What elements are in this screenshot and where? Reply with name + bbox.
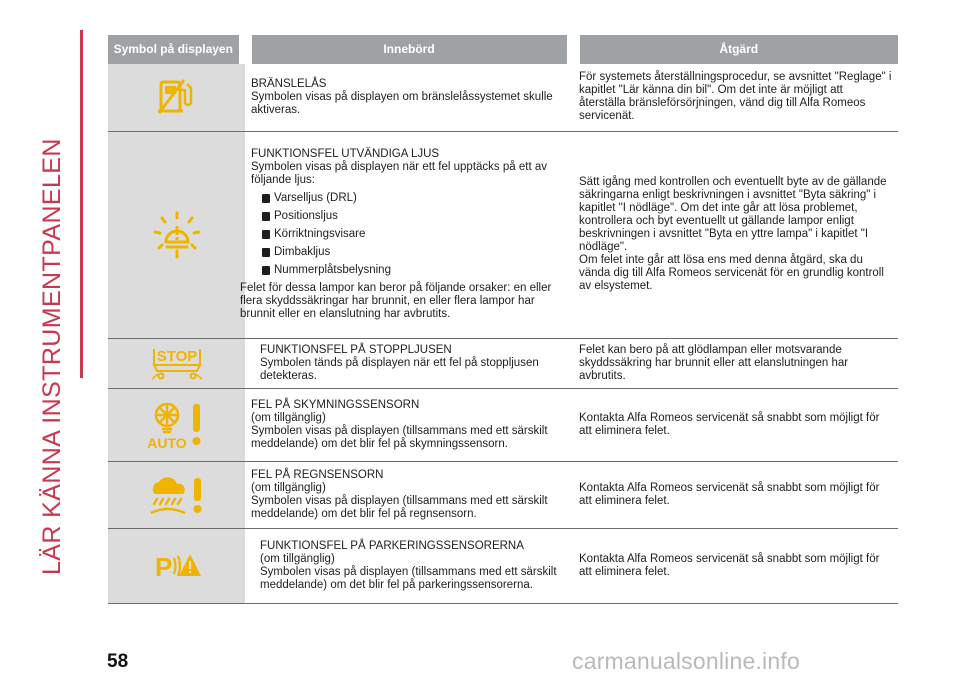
list-item [251, 210, 567, 223]
meaning-text: (om tillgänglig) Symbolen visas på displayen (tillsammans med ett särskilt meddelande) om det blir fel på regnsensorn. [251, 481, 548, 520]
action-cell: Kontakta Alfa Romeos servicenät så snabbt som möjligt för att eliminera felet. [573, 461, 898, 528]
symbol-cell [108, 461, 245, 528]
symbol-cell [108, 388, 245, 461]
checkbox-bullet-icon [262, 266, 270, 275]
list-item-label: Dimbakljus [274, 246, 331, 258]
list-item [251, 228, 567, 241]
table-row [108, 461, 898, 528]
parking-sensor-failure-icon [152, 550, 202, 582]
meaning-cell [245, 388, 573, 461]
symbol-cell [108, 64, 245, 131]
watermark: carmanualsonline.info [572, 648, 800, 674]
list-item-label: Körriktningsvisare [274, 228, 366, 240]
list-item [251, 246, 567, 259]
stop-light-failure-icon [150, 346, 204, 380]
action-cell: Kontakta Alfa Romeos servicenät så snabbt som möjligt för att eliminera felet. [573, 528, 898, 603]
warning-lights-table [108, 35, 898, 604]
meaning-cell [245, 338, 573, 388]
list-item [251, 264, 567, 277]
table-header-row [108, 35, 898, 64]
table-row [108, 338, 898, 388]
meaning-footer: Felet för dessa lampor kan beror på följande orsaker: en eller flera skyddssäkringar har brunnit, en eller flera lampor har brunnit eller en elanslutning har avbrutits. [240, 282, 552, 320]
external-light-failure-icon [152, 210, 202, 260]
chapter-accent-bar [80, 30, 83, 378]
meaning-title: FUNKTIONSFEL PÅ STOPPLJUSEN [260, 343, 452, 356]
list-item-label: Positionsljus [274, 210, 338, 222]
meaning-text: (om tillgänglig) Symbolen visas på displayen (tillsammans med ett särskilt meddelande) om det blir fel på parkeringssensorerna. [260, 552, 557, 591]
meaning-title: FUNKTIONSFEL UTVÄNDIGA LJUS [251, 148, 440, 160]
meaning-title: FEL PÅ REGNSENSORN [251, 468, 384, 481]
action-cell: Kontakta Alfa Romeos servicenät så snabbt som möjligt för att eliminera felet. [573, 388, 898, 461]
rain-sensor-failure-icon [147, 475, 207, 515]
meaning-cell [245, 64, 573, 131]
symbol-cell [108, 338, 245, 388]
meaning-text: Symbolen visas på displayen om bränslelåssystemet skulle aktiveras. [251, 90, 553, 116]
fuel-cutoff-icon [155, 77, 199, 117]
symbol-cell [108, 131, 245, 338]
table-row [108, 528, 898, 603]
symbol-cell [108, 528, 245, 603]
action-cell: Sätt igång med kontrollen och eventuellt byte av de gällande säkringarna enligt beskrivningen i avsnittet "Byta säkring" i kapitlet "I nödläge". Om det inte går att lösa problemet, kontrollera och byt eventuellt ut gällande lampor enligt beskrivningen i avsnittet "Byta en yttre lampa" i kapitlet "I nödläge". Om felet inte går att lösa ens med denna åtgärd, ska du vända dig till Alfa Romeos servicenät för en grundlig kontroll av elsystemet. [573, 131, 898, 338]
meaning-text: (om tillgänglig) Symbolen visas på displayen (tillsammans med ett särskilt meddelande) om det blir fel på skymningssensorn. [251, 411, 548, 450]
page-number: 58 [107, 651, 129, 672]
meaning-cell [245, 528, 573, 603]
meaning-title: BRÄNSLELÅS [251, 77, 327, 90]
action-cell: För systemets återställningsprocedur, se avsnittet "Reglage" i kapitlet "Lär känna din bil". Om det inte är möjligt att återställa bränsleförsörjningen, vänd dig till Alfa Romeos servicenät. [573, 64, 898, 131]
meaning-cell [240, 131, 573, 338]
meaning-title: FEL PÅ SKYMNINGSSENSORN [251, 398, 420, 411]
parking-icon-text: P [154, 551, 172, 582]
checkbox-bullet-icon [262, 230, 270, 239]
meaning-title: FUNKTIONSFEL PÅ PARKERINGSSENSORERNA [260, 539, 524, 552]
list-item-label: Varselljus (DRL) [274, 192, 357, 204]
chapter-title: LÄR KÄNNA INSTRUMENTPANELEN [38, 138, 66, 575]
table-row [108, 131, 898, 338]
table-row [108, 388, 898, 461]
header-symbol: Symbol på displayen [108, 35, 245, 64]
dusk-sensor-failure-icon [147, 398, 207, 452]
meaning-cell [245, 461, 573, 528]
header-meaning: Innebörd [245, 35, 573, 64]
auto-icon-text: AUTO [146, 434, 187, 451]
table-row [108, 64, 898, 131]
meaning-text: Symbolen tänds på displayen när ett fel på stoppljusen detekteras. [260, 356, 539, 382]
checkbox-bullet-icon [262, 194, 270, 203]
header-action: Åtgärd [573, 35, 898, 64]
checkbox-bullet-icon [262, 248, 270, 257]
action-cell: Felet kan bero på att glödlampan eller motsvarande skyddssäkring har brunnit eller att elanslutningen har avbrutits. [573, 338, 898, 388]
stop-icon-text: STOP [156, 348, 197, 365]
list-item-label: Nummerplåtsbelysning [274, 264, 391, 276]
meaning-text: Symbolen visas på displayen när ett fel upptäcks på ett av följande ljus: [251, 161, 547, 186]
list-item [251, 192, 567, 205]
checkbox-bullet-icon [262, 212, 270, 221]
